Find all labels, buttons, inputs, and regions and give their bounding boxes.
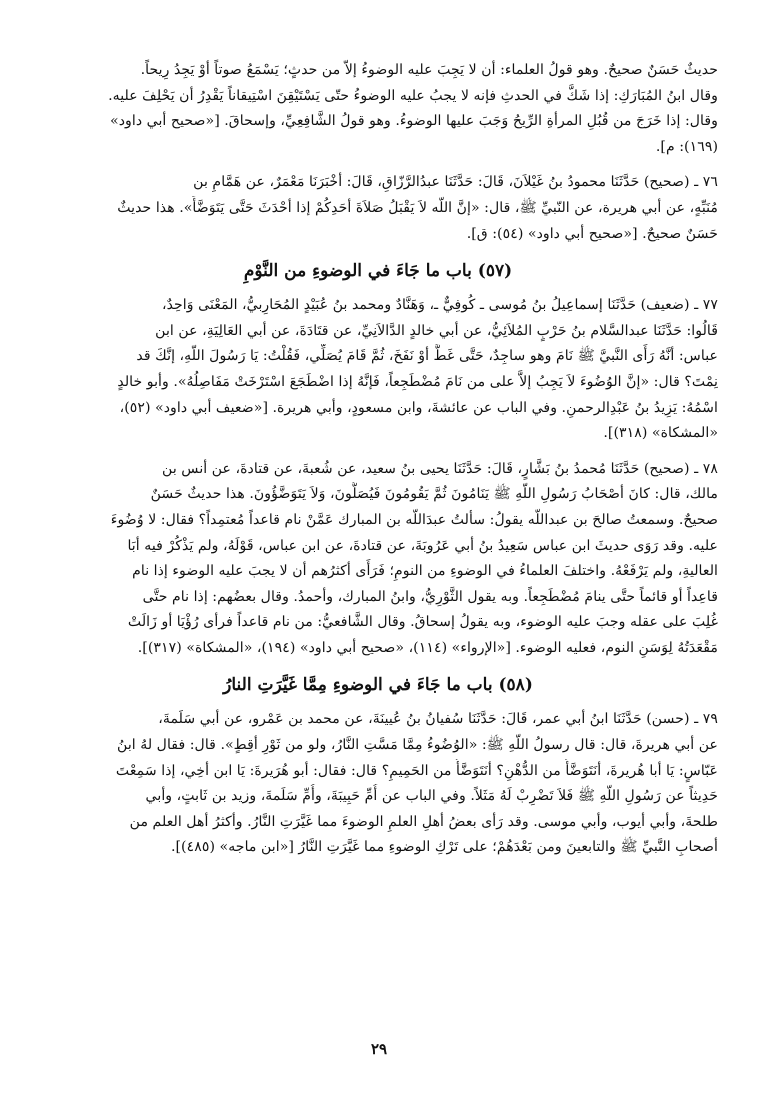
text-line: طلحةَ، وأبي أيوب، وأبي موسى. وقد رَأى بعضُ أهلِ العلمِ الوضوءَ مما غَيَّرَتِ النَّارُ. وأكثرُ أهل العلم من bbox=[129, 813, 718, 830]
text-line: حَدِيثاً عن رَسُولِ اللّهِ ﷺ فَلاَ تَضْرِبْ لَهُ مَثَلاً. وفي الباب عن أُمِّ حَبِيبَةَ، وأُمِّ سَلَمةَ، وزيد بن ثَابتٍ، وأبي bbox=[145, 788, 718, 805]
text-line: مَقْعَدَتُهُ لِوَسَنِ النوم، فعليه الوضوء. [«الإرواء» (١١٤)، «صحيح أبي داود» (١٩٤)، «المشكاة» (٣١٧)]. bbox=[137, 639, 718, 656]
text-line: حَسَنٌ صحيحٌ. [«صحيح أبي داود» (٥٤): ق]. bbox=[466, 225, 718, 242]
text-line: عَبّاسٍ: يَا أبا هُريرةَ، أنَتَوَضَّأُ من الدُّهْنِ؟ أنَتَوَضَّأُ من الحَمِيمِ؟ قال: فقال: أبو هُرَيرةَ: يَا ابن أخِي، إذا سَمِعْتَ bbox=[115, 762, 718, 779]
text-line: ٧٦ ـ (صحيح) حَدَّثَنَا محمودُ بنُ غَيْلاَنَ، قَالَ: حَدَّثَنَا عبدُالرَّزّاقِ، قَالَ: أخْبَرَنَا مَعْمَرٌ، عن هَمَّامِ بن bbox=[193, 174, 718, 191]
hadith-paragraph bbox=[38, 170, 718, 247]
text-line: عليه. وقد رَوَى حديثَ ابن عباس سَعِيدُ بنُ أبي عَرُوبَةَ، عن قتادةَ، عن ابن عباس، قَوْلَهُ، ولم يَذْكُرْ فيه أبَا bbox=[127, 537, 718, 554]
text-line: وقال: إذا خَرَجَ من قُبُلِ المرأةِ الرِّيحُ وَجَبَ عليها الوضوءُ. وهو قولُ الشَّافِعِيِّ، وإسحاقَ. [«صحيح أبي داود» bbox=[110, 113, 718, 130]
text-line: ٧٧ ـ (ضعيف) حَدَّثَنَا إسماعِيلُ بنُ مُوسى ـ كُوفِيٌّ ـ، وَهَنَّادٌ ومحمد بنُ عُبَيْدٍ المُحَارِبيُّ، المَعْنَى وَاحِدٌ، bbox=[162, 297, 718, 314]
text-line: وقال ابنُ المُبَارَكِ: إذا شَكَّ في الحدثِ فإنه لا يجبُ عليه الوضوءُ حتّى يَسْتَيْقِنَ اسْتِيقاناً يَقْدِرُ أن يَحْلِفَ عليه. bbox=[108, 87, 718, 104]
text-line: حديثٌ حَسَنٌ صحيحٌ. وهو قولُ العلماء: أن لا يَجِبَ عليه الوضوءُ إلاّ من حدثٍ؛ يَسْمَعُ صوتاً أوْ يَجِدُ رِيحاً. bbox=[140, 62, 718, 78]
text-line: ٧٩ ـ (حسن) حَدَّثَنَا ابنُ أبي عمر، قَالَ: حَدَّثَنَا سُفيانُ بنُ عُيينَةَ، عن محمد بن عَمْرو، عن أبي سَلَمةَ، bbox=[158, 711, 718, 728]
text-line: قاعِداً أو قائماً حتَّى ينامَ مُضْطَجِعاً. وبه يقول الثَّوْرِيُّ، وابنُ المبارك، وأحمدُ. وقال بعضُهم: إذا نام حتَّى bbox=[142, 588, 718, 605]
chapter-heading: (٥٨) باب ما جَاءَ في الوضوءِ مِمَّا غَيَّرَتِ النارُ bbox=[223, 675, 533, 696]
page-content bbox=[38, 58, 718, 1058]
text-line: أصحابِ النَّبيِّ ﷺ والتابعينَ ومن بَعْدَهُمْ؛ على تَرْكِ الوضوءِ مما غَيَّرَتِ النَّارُ [«ابن ماجه» (٤٨٥)]. bbox=[171, 839, 718, 856]
text-line: غُلِبَ على عقله وجبَ عليه الوضوء، وبه يقولُ إسحاقُ. وقال الشَّافعيُّ: من نام قاعداً فرأى رُؤْيَا أو زَالَتْ bbox=[127, 614, 718, 631]
hadith-paragraph bbox=[38, 457, 718, 662]
text-line: قَالُوا: حَدَّثَنَا عبدالسَّلام بنُ حَرْبٍ المُلاَئِيُّ، عن أبي خالدٍ الدَّالاَنِيِّ، عن قتَادَةَ، عن أبي العَالِيَةِ، عن ابن bbox=[155, 322, 718, 339]
text-line: صحيحٌ. وسمعتُ صالحَ بن عبداللّه يقولُ: سألتُ عبدَاللّه بن المبارك عَمَّنْ نام قاعداً مُعتمِداً؟ فقال: لا وُضُوءَ bbox=[110, 511, 718, 528]
chapter-heading: (٥٧) باب ما جَاءَ في الوضوءِ من النَّوْمِ bbox=[243, 261, 513, 282]
text-line: اسْمُهُ: يَزِيدُ بنُ عَبْدِالرحمنِ. وفي الباب عن عائشةَ، وابن مسعودٍ، وأبي هريرة. [«ضعيف أبي داود» (٥٢)، bbox=[119, 399, 718, 416]
text-line: (١٦٩): م]. bbox=[655, 138, 718, 155]
text-line: «المشكاة» (٣١٨)]. bbox=[603, 425, 718, 442]
hadith-paragraph bbox=[38, 58, 718, 160]
page-number: ٢٩ bbox=[370, 1040, 388, 1058]
text-line: عباس: أنَّهُ رَأَى النَّبيَّ ﷺ نَامَ وهو ساجِدٌ، حَتَّى غَطَّ أوْ نَفَخَ، ثُمَّ قَامَ يُصَلِّي، فَقُلْتُ: يَا رَسُولَ اللّهِ، إنَّكَ قد bbox=[136, 348, 718, 365]
text-line: العاليةِ، ولم يَرْفَعْهُ. واختلفَ العلماءُ في الوضوءِ من النومِ؛ فَرَأَى أكثرُهم أن لا يجبَ عليه الوضوء إذا نام bbox=[132, 563, 718, 580]
text-line: ٧٨ ـ (صحيح) حَدَّثَنَا مُحمدُ بنُ بَشَّارٍ، قَالَ: حَدَّثَنَا يحيى بنُ سعيد، عن شُعبةَ، عن قتادةَ، عن أنس بن bbox=[162, 460, 718, 477]
text-line: مالك، قال: كانَ أصْحَابُ رَسُولِ اللّهِ ﷺ يَنَامُونَ ثُمَّ يَقُومُونَ فَيُصَلُّونَ، وَلاَ يَتَوَضَّؤُونَ. هذا حديثٌ حَسَنٌ bbox=[150, 486, 718, 503]
text-line: نِمْتَ؟ قال: «إنَّ الوُضُوءَ لاَ يَجِبُ إلاَّ على من نَامَ مُضْطَجِعاً، فَإنَّهُ إذا اضْطَجَعَ اسْتَرْخَتْ مَفَاصِلُهُ». وأبو خالدٍ bbox=[117, 373, 718, 390]
text-line: مُنَبِّهٍ، عن أبي هريرة، عن النّبيِّ ﷺ، قال: «إنَّ اللّه لاَ يَقْبَلُ صَلاَةَ أحَدِكُمْ إذا أحْدَثَ حَتَّى يَتَوَضَّأَ». هذا حديثٌ bbox=[117, 199, 718, 216]
text-line: عن أبي هريرةَ، قال: قال رسولُ اللّهِ ﷺ: «الوُضُوءُ مِمَّا مَسَّتِ النَّارُ، ولو من ثَوْرِ أقِطٍ». قال: فقال لهُ ابنُ bbox=[117, 737, 718, 754]
hadith-paragraph bbox=[38, 293, 718, 447]
hadith-paragraph bbox=[38, 707, 718, 861]
